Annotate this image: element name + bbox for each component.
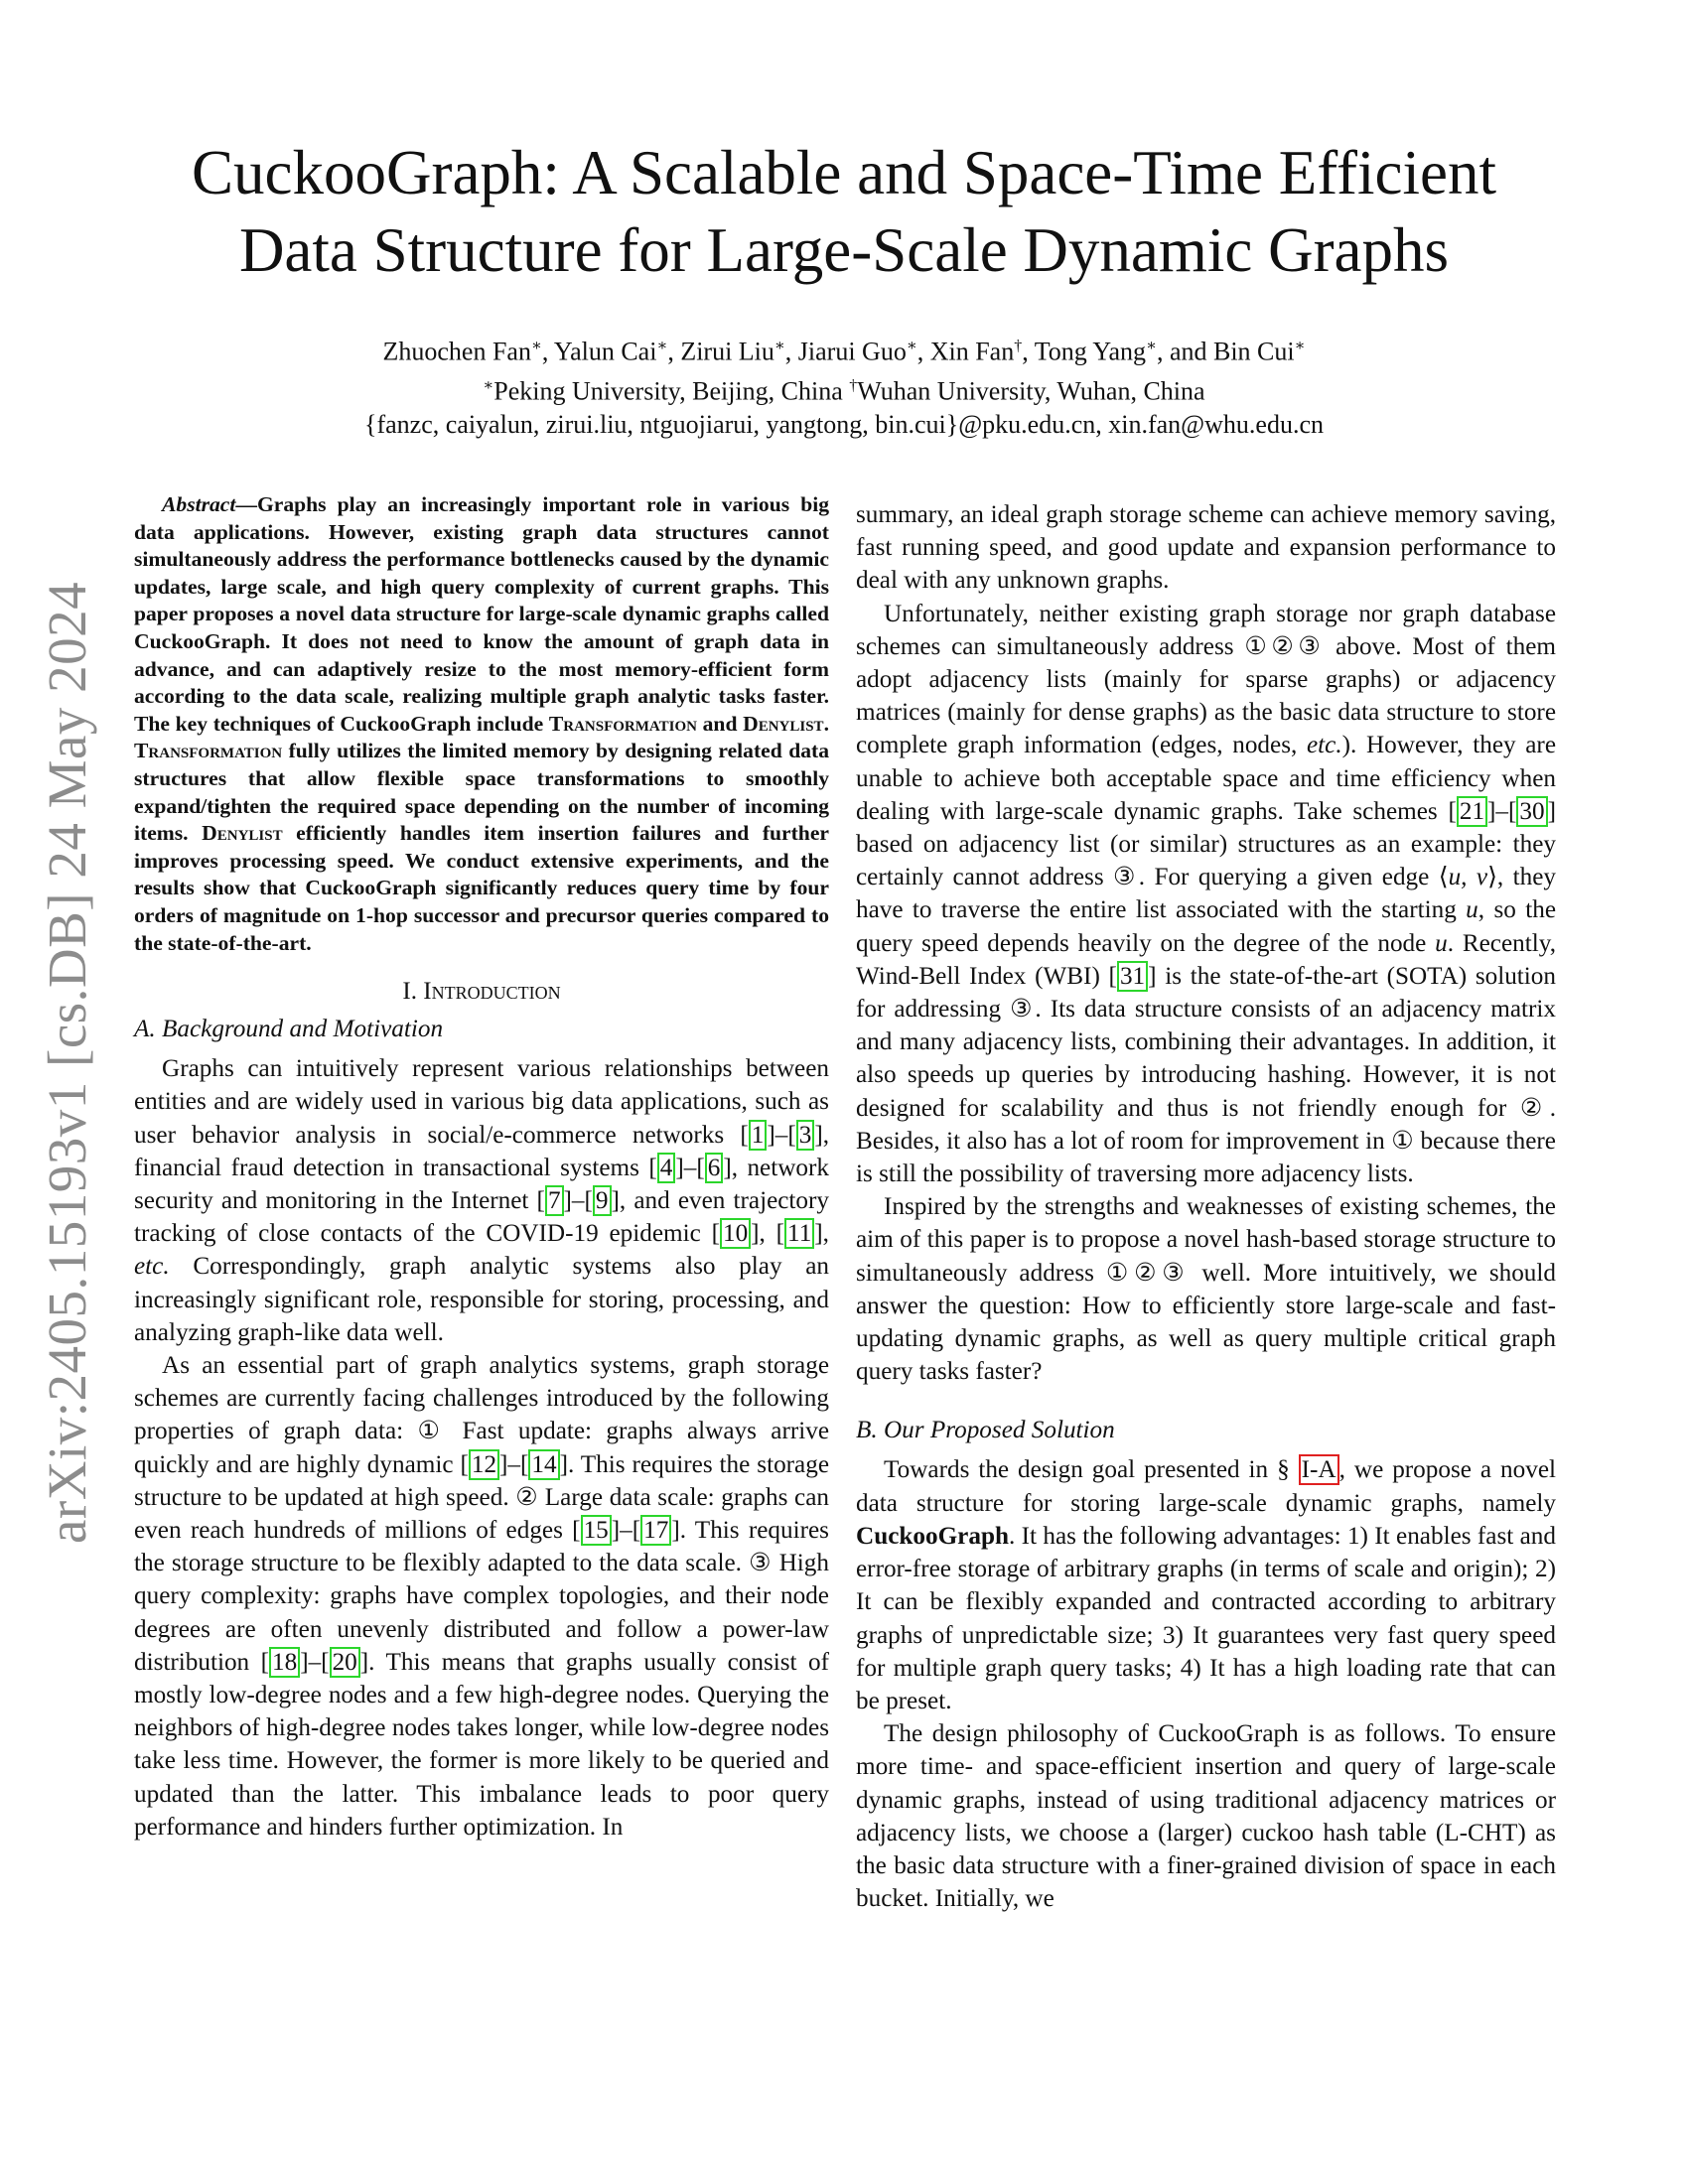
section-ref-link[interactable]: I-A xyxy=(1299,1454,1339,1485)
affiliation-mark: ∗ xyxy=(530,338,542,354)
term-transformation: Transformation xyxy=(134,739,283,763)
math-inline: u xyxy=(1466,896,1478,924)
arxiv-sidebar-stamp[interactable]: arXiv:2405.15193v1 [cs.DB] 24 May 2024 xyxy=(37,581,97,1544)
author-emails: {fanzc, caiyalun, zirui.liu, ntguojiarui, yangtong, bin.cui}@pku.edu.cn, xin.fan@whu.edu.cn xyxy=(364,410,1324,440)
affiliation-mark: ∗ xyxy=(906,338,917,354)
author: Zhuochen Fan xyxy=(382,337,531,366)
affiliation-mark: ∗ xyxy=(1146,338,1157,354)
paragraph: Towards the design goal presented in § I-A , we propose a novel data structure for storing large-scale dynamic graphs, namely CuckooGraph. It has the following advantages: 1) It enables fast and error-free storage of arbitrary graphs (in terms of scale and origin); 2) It can be flexibly expanded and contracted according to arbitrary graphs of unpredictable size; 3) It guarantees very fast query speed for multiple graph query tasks; 4) It has a high loading rate that can be preset. xyxy=(856,1456,1556,1714)
affiliation-1: Peking University, Beijing, China xyxy=(493,376,843,406)
author-block xyxy=(99,330,1589,442)
citation-link[interactable]: 30 xyxy=(1516,796,1547,827)
author: Zirui Liu xyxy=(680,337,774,366)
subsection-heading-proposed-solution: B. Our Proposed Solution xyxy=(856,1417,1115,1444)
paragraph: Unfortunately, neither existing graph storage nor graph database schemes can simultaneously address ①②③ above. Most of them adopt adjacency lists (mainly for sparse graphs) or adjacency matrices (mainly for dense graphs) as the basic data structure to store complete graph information (edges, nodes, etc.). However, they are unable to achieve both acceptable space and time efficiency when dealing with large-scale dynamic graphs. Take schemes [ 21 ]–[ 30 ] based on adjacency list (or similar) structures as an example: they certainly cannot address ③. For querying a given edge ⟨u, v⟩, they have to traverse the entire list associated with the starting u, so the query speed depends heavily on the degree of the node u. Recently, Wind-Bell Index (WBI) [ 31 ] is the state-of-the-art (SOTA) solution for addressing ③. Its data structure consists of an adjacency matrix and many adjacency lists, combining their advantages. In addition, it also speeds up queries by introducing hashing. However, it is not designed for scalability and thus is not friendly enough for ②. Besides, it also has a lot of room for improvement in ① because there is still the possibility of traversing more adjacency lists. xyxy=(856,600,1556,1188)
paper-title xyxy=(99,134,1589,289)
title-line-2: Data Structure for Large-Scale Dynamic Graphs xyxy=(238,215,1450,285)
affiliation-mark: † xyxy=(849,376,858,394)
subsection-heading-background: A. Background and Motivation xyxy=(134,1016,444,1043)
math-inline: u, v xyxy=(1448,864,1488,891)
citation-link[interactable]: 4 xyxy=(657,1153,676,1183)
citation-link[interactable]: 3 xyxy=(796,1120,815,1151)
author: Yalun Cai xyxy=(553,337,657,366)
affiliation-mark: ∗ xyxy=(483,376,494,394)
term-denylist: Denylist xyxy=(202,821,283,846)
citation-link[interactable]: 14 xyxy=(528,1449,559,1480)
paragraph: Inspired by the strengths and weaknesses of existing schemes, the aim of this paper is to propose a novel hash-based storage structure to simultaneously address ①②③ well. More intuitively, we should answer the question: How to efficiently store large-scale and fast-updating dynamic graphs, as well as query multiple critical graph query tasks faster? xyxy=(856,1193,1556,1386)
abstract: Abstract—Graphs play an increasingly important role in various big data applications. However, existing graph data structures cannot simultaneously address the performance bottlenecks caused by the dynamic updates, large scale, and high query complexity of current graphs. This paper proposes a novel data structure for large-scale dynamic graphs called CuckooGraph. It does not need to know the amount of graph data in advance, and can adaptively resize to the most memory-efficient form according to the data scale, realizing multiple graph analytic tasks faster. The key techniques of CuckooGraph include Transformation and Denylist. Transformation fully utilizes the limited memory by designing related data structures that allow flexible space transformations to smoothly expand/tighten the required space depending on the number of incoming items. Denylist efficiently handles item insertion failures and further improves processing speed. We conduct extensive experiments, and the results show that CuckooGraph significantly reduces query time by four orders of magnitude on 1-hop successor and precursor queries compared to the state-of-the-art. xyxy=(134,492,829,955)
citation-link[interactable]: 1 xyxy=(749,1120,768,1151)
paragraph: Graphs can intuitively represent various relationships between entities and are widely used in various big data applications, such as user behavior analysis in social/e-commerce networks [ 1 ]–[ 3 ], financial fraud detection in transactional systems [ 4 ]–[ 6 ], network security and monitoring in the Internet [ 7 ]–[ 9 ], and even trajectory tracking of close contacts of the COVID-19 epidemic [ 10 ], [ 11 ], etc. Correspondingly, graph analytic systems also play an increasingly significant role, responsible for storing, processing, and analyzing graph-like data well. xyxy=(134,1055,830,1346)
citation-link[interactable]: 11 xyxy=(784,1218,814,1249)
affiliation-mark: ∗ xyxy=(656,338,668,354)
left-column xyxy=(134,491,829,1843)
author: Bin Cui xyxy=(1212,337,1295,366)
author: Tong Yang xyxy=(1034,337,1147,366)
citation-link[interactable]: 7 xyxy=(545,1185,564,1216)
author: Xin Fan xyxy=(929,337,1015,366)
affiliations xyxy=(99,369,1589,409)
abstract-lead: Abstract xyxy=(162,492,236,516)
paragraph: The design philosophy of CuckooGraph is as follows. To ensure more time- and space-efficient insertion and query of large-scale dynamic graphs, instead of using traditional adjacency matrices or adjacency lists, we choose a (larger) cuckoo hash table (L-CHT) as the basic data structure with a finer-grained division of space in each bucket. Initially, we xyxy=(856,1720,1556,1913)
citation-link[interactable]: 17 xyxy=(640,1515,671,1546)
citation-link[interactable]: 9 xyxy=(593,1185,612,1216)
citation-link[interactable]: 21 xyxy=(1457,796,1487,827)
term-denylist: Denylist xyxy=(743,711,824,736)
system-name: CuckooGraph xyxy=(856,1522,1009,1550)
author-list: Zhuochen Fan∗, Yalun Cai∗, Zirui Liu∗, Jiarui Guo∗, Xin Fan†, Tong Yang∗, and Bin Cui∗ xyxy=(382,337,1306,366)
title-line-1: CuckooGraph: A Scalable and Space-Time Efficient xyxy=(192,138,1496,207)
paragraph: As an essential part of graph analytics systems, graph storage schemes are currently facing challenges introduced by the following properties of graph data: ① Fast update: graphs always arrive quickly and are highly dynamic [ 12 ]–[ 14 ]. This requires the storage structure to be updated at high speed. ② Large data scale: graphs can even reach hundreds of millions of edges [ 15 ]–[ 17 ]. This requires the storage structure to be flexibly adapted to the data scale. ③ High query complexity: graphs have complex topologies, and their node degrees are often unevenly distributed and follow a power-law distribution [ 18 ]–[ 20 ]. This means that graphs usually consist of mostly low-degree nodes and a few high-degree nodes. Querying the neighbors of high-degree nodes takes longer, while low-degree nodes take less time. However, the former is more likely to be queried and updated than the latter. This imbalance leads to poor query performance and hinders further optimization. In xyxy=(134,1351,830,1841)
section-heading-introduction: I. Introduction xyxy=(402,978,561,1006)
citation-link[interactable]: 31 xyxy=(1117,961,1148,992)
citation-link[interactable]: 18 xyxy=(269,1647,300,1678)
citation-link[interactable]: 20 xyxy=(330,1647,360,1678)
citation-link[interactable]: 6 xyxy=(705,1153,724,1183)
affiliation-2: Wuhan University, Wuhan, China xyxy=(857,376,1205,406)
affiliation-mark: ∗ xyxy=(774,338,785,354)
affiliation-mark: † xyxy=(1014,338,1023,354)
citation-link[interactable]: 12 xyxy=(469,1449,499,1480)
citation-link[interactable]: 15 xyxy=(581,1515,612,1546)
right-column xyxy=(856,498,1556,1915)
paragraph-continuation: summary, an ideal graph storage scheme can achieve memory saving, fast running speed, and good update and expansion performance to deal with any unknown graphs. xyxy=(856,501,1556,595)
citation-link[interactable]: 10 xyxy=(720,1218,751,1249)
math-inline: u xyxy=(1435,929,1448,957)
author: Jiarui Guo xyxy=(797,337,907,366)
term-transformation: Transformation xyxy=(548,711,697,736)
affiliation-mark: ∗ xyxy=(1294,338,1306,354)
